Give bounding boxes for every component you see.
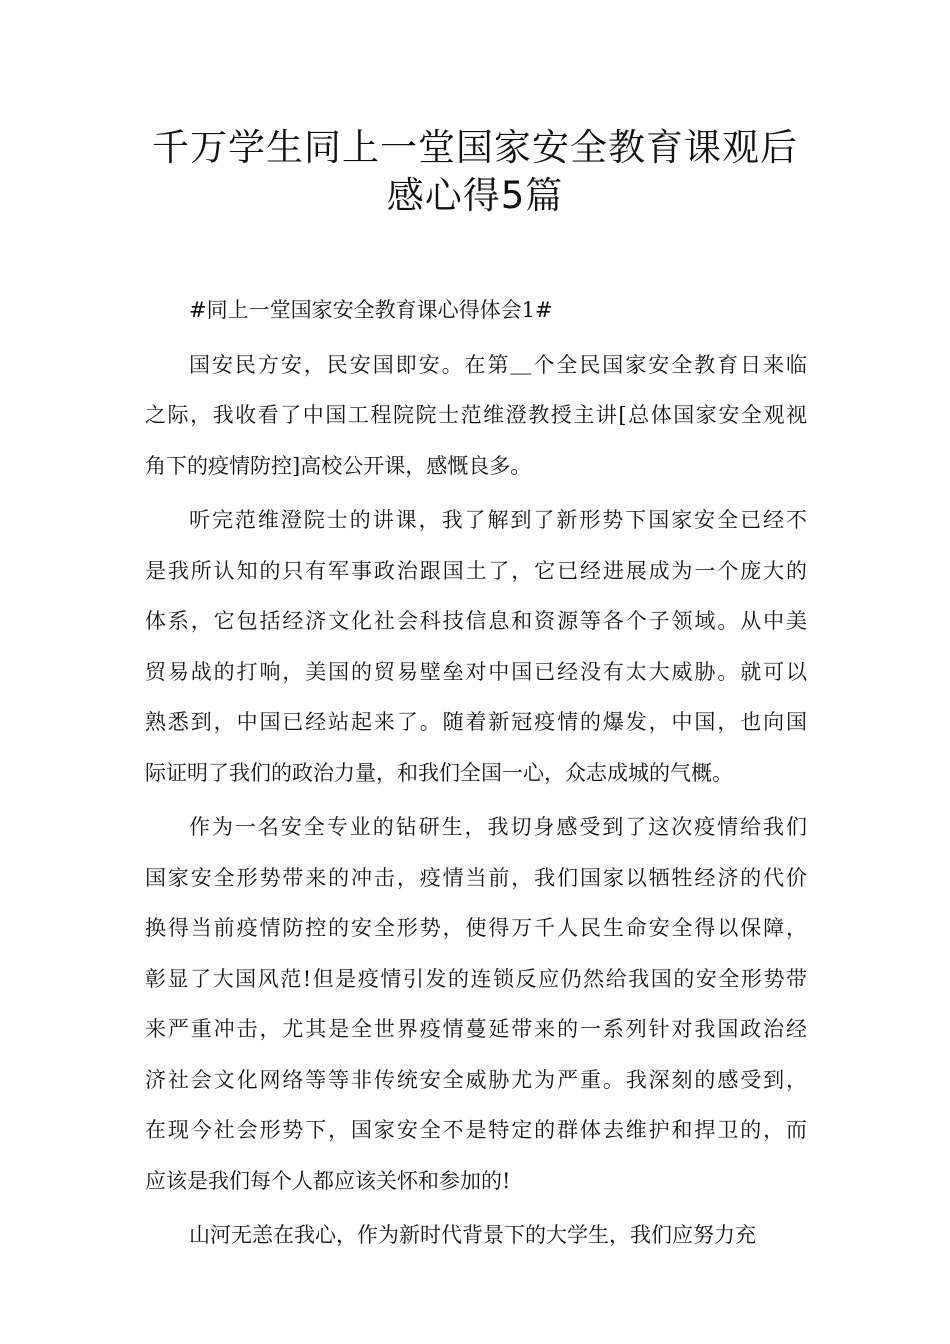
paragraph-line: 体系，它包括经济文化社会科技信息和资源等各个子领域。从中美 <box>145 609 807 633</box>
document-body <box>145 285 807 1265</box>
paragraph-line: 角下的疫情防控]高校公开课，感慨良多。 <box>145 453 532 478</box>
paragraph-line: 在现今社会形势下，国家安全不是特定的群体去维护和捍卫的，而 <box>145 1118 807 1142</box>
paragraph <box>145 802 807 1206</box>
paragraph-line: 作为一名安全专业的钻研生，我切身感受到了这次疫情给我们 <box>189 815 807 839</box>
paragraph-line: 山河无恙在我心，作为新时代背景下的大学生，我们应努力充 <box>189 1223 756 1247</box>
paragraph <box>145 340 807 492</box>
paragraph-line: 济社会文化网络等等非传统安全威胁尤为严重。我深刻的感受到， <box>145 1067 807 1092</box>
title-line: 感心得5篇 <box>386 174 564 217</box>
paragraph-line: 是我所认知的只有军事政治跟国土了，它已经进展成为一个庞大的 <box>145 558 807 583</box>
paragraph-line: 际证明了我们的政治力量，和我们全国一心，众志成城的气概。 <box>145 760 733 785</box>
paragraph-line: 国家安全形势带来的冲击，疫情当前，我们国家以牺牲经济的代价 <box>145 865 807 890</box>
paragraph-line: 贸易战的打响，美国的贸易壁垒对中国已经没有太大威胁。就可以 <box>145 659 807 684</box>
paragraph-line: 听完范维澄院士的讲课，我了解到了新形势下国家安全已经不 <box>189 508 807 532</box>
paragraph <box>145 495 807 798</box>
paragraph-line: 国安民方安，民安国即安。在第＿个全民国家安全教育日来临 <box>189 352 807 377</box>
title-line: 千万学生同上一堂国家安全教育课观后 <box>152 126 798 169</box>
paragraph-line: 来严重冲击，尤其是全世界疫情蔓延带来的一系列针对我国政治经 <box>145 1017 807 1041</box>
paragraph-line: 应该是我们每个人都应该关怀和参加的! <box>145 1168 511 1193</box>
document-title <box>0 124 950 220</box>
paragraph-line: 熟悉到，中国已经站起来了。随着新冠疫情的爆发，中国，也向国 <box>145 710 807 734</box>
paragraph-line: 之际，我收看了中国工程院院士范维澄教授主讲[总体国家安全观视 <box>145 403 807 427</box>
paragraph-line: 彰显了大国风范!但是疫情引发的连锁反应仍然给我国的安全形势带 <box>145 966 807 991</box>
paragraph <box>145 1210 807 1261</box>
section-heading: #同上一堂国家安全教育课心得体会1# <box>189 298 553 322</box>
paragraph-line: 换得当前疫情防控的安全形势，使得万千人民生命安全得以保障， <box>145 916 807 940</box>
